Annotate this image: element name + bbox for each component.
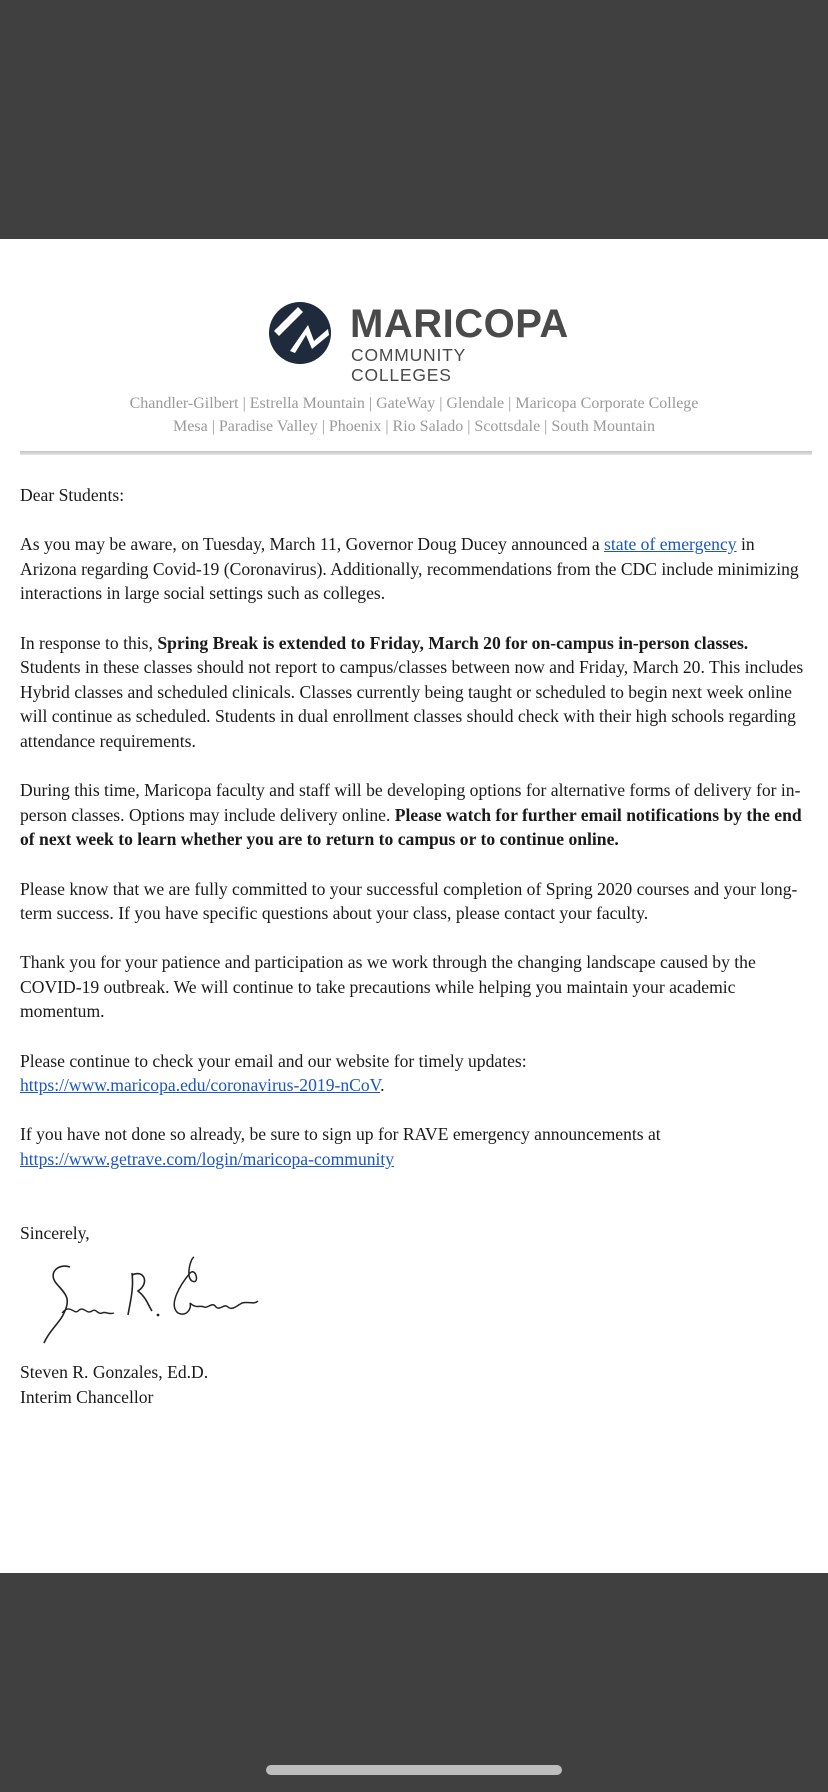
logo-subtitle: COMMUNITY COLLEGES xyxy=(351,345,466,385)
paragraph-spring-break-text-cont: Students in these classes should not report to campus/classes between now and Friday, March 20. This includes Hybrid classes and scheduled clinicals. Classes currently being taught or scheduled to begin next week online will continue as scheduled. Students in dual enrollment classes should check with their high schools regarding attendance requirements. xyxy=(20,657,804,751)
letter-content xyxy=(20,483,810,1409)
rave-text: If you have not done so already, be sure to sign up for RAVE emergency announcements at xyxy=(20,1124,661,1145)
bottom-dark-area xyxy=(0,1573,828,1792)
paragraph-emergency-text-cont: in Arizona regarding Covid-19 (Coronavirus). Additionally, recommendations from the CDC include minimizing interactions in large social settings such as colleges. xyxy=(20,534,799,604)
updates-period: . xyxy=(380,1075,385,1096)
paragraph-rave xyxy=(20,1122,810,1171)
updates-text: Please continue to check your email and our website for timely updates: xyxy=(20,1050,527,1071)
paragraph-delivery-text: During this time, Maricopa faculty and staff will be developing options for alternative forms of delivery for in-person classes. Options may include delivery online. xyxy=(20,780,801,825)
paragraph-commitment: Please know that we are fully committed to your successful completion of Spring 2020 courses and your long-term success. If you have specific questions about your class, please contact your faculty. xyxy=(20,878,798,924)
closing: Sincerely, xyxy=(20,1222,90,1243)
further-notifications-bold: Please watch for further email notifications by the end of next week to learn whether you are to return to campus or to continue online. xyxy=(20,804,802,850)
coronavirus-info-link[interactable]: https://www.maricopa.edu/coronavirus-2019-nCoV xyxy=(20,1075,381,1096)
signer-name: Steven R. Gonzales, Ed.D. xyxy=(20,1362,209,1382)
paragraph-spring-break-text: In response to this, xyxy=(20,632,158,653)
rave-signup-link[interactable]: https://www.getrave.com/login/maricopa-community xyxy=(20,1149,395,1170)
handwritten-signature xyxy=(40,1253,810,1360)
logo-title: MARICOPA xyxy=(350,302,569,346)
signature-image xyxy=(40,1253,260,1353)
greeting: Dear Students: xyxy=(20,485,125,505)
maricopa-logo xyxy=(268,301,569,385)
home-indicator[interactable] xyxy=(266,1765,562,1775)
paragraph-updates xyxy=(20,1049,810,1098)
signer-title: Interim Chancellor xyxy=(20,1386,154,1407)
state-of-emergency-link[interactable]: state of emergency xyxy=(604,534,737,555)
paragraph-delivery xyxy=(20,778,810,852)
maricopa-emblem-icon xyxy=(268,301,332,365)
email-body xyxy=(0,239,828,1573)
paragraph-spring-break xyxy=(20,631,810,754)
spring-break-bold: Spring Break is extended to Friday, March 20 for on-campus in-person classes. xyxy=(157,632,749,653)
paragraph-emergency-text: As you may be aware, on Tuesday, March 11, Governor Doug Ducey announced a xyxy=(20,534,605,555)
campus-line-1: Chandler-Gilbert | Estrella Mountain | GateWay | Glendale | Maricopa Corporate College xyxy=(129,395,699,412)
paragraph-emergency xyxy=(20,532,810,606)
top-dark-area xyxy=(0,0,828,239)
campus-list xyxy=(0,392,828,438)
campus-line-2: Mesa | Paradise Valley | Phoenix | Rio Salado | Scottsdale | South Mountain xyxy=(173,418,655,435)
paragraph-thanks: Thank you for your patience and participation as we work through the changing landscape caused by the COVID-19 outbreak. We will continue to take precautions while helping you maintain your academic momentum. xyxy=(20,952,756,1022)
header-divider xyxy=(20,451,812,455)
